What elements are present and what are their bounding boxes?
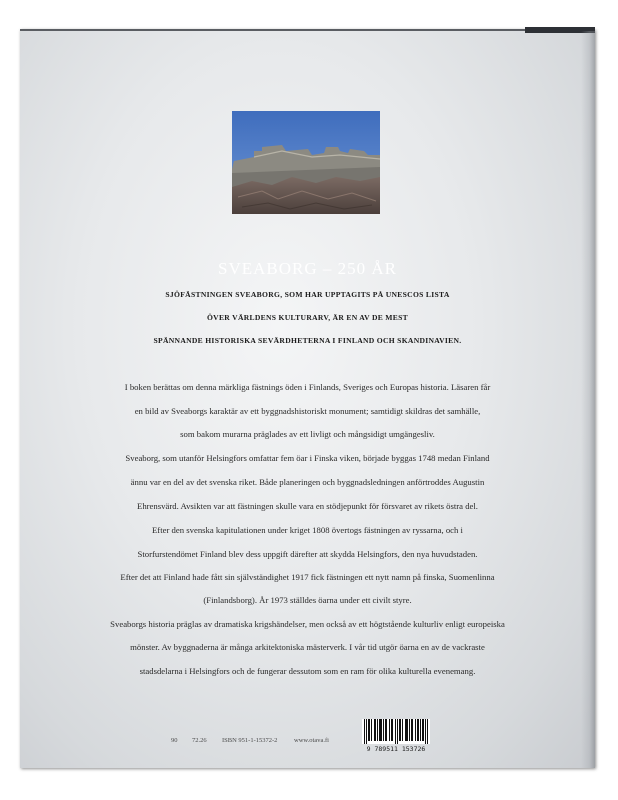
body-line-11: Sveaborgs historia präglas av dramatiska krigshändelser, men också av ett högtstående kulturliv enligt europeiska <box>110 619 505 629</box>
body-line-8: Storfurstendömet Finland blev dess uppgift därefter att skydda Helsingfors, den nya huvudstaden. <box>137 549 478 559</box>
fortress-photo <box>232 111 380 214</box>
body-line-6: Ehrensvärd. Avsikten var att fästningen skulle vara en stödjepunkt för försvaret av rikets östra del. <box>137 501 478 511</box>
imprint-code-1: 90 <box>171 737 178 744</box>
lead-line-2: ÖVER VÄRLDENS KULTURARV, ÄR EN AV DE MEST <box>206 313 409 322</box>
body-line-12: mönster. Av byggnaderna är många arkitektoniska mästerverk. I vår tid utgör öarna en av de vackraste <box>130 642 485 652</box>
lead-line-3: SPÄNNANDE HISTORISKA SEVÄRDHETERNA I FINLAND OCH SKANDINAVIEN. <box>153 336 462 345</box>
lead-line-1: SJÖFÄSTNINGEN SVEABORG, SOM HAR UPPTAGITS PÅ UNESCOS LISTA <box>165 290 450 299</box>
body-line-10: (Finlandsborg). År 1973 ställdes öarna under ett civilt styre. <box>203 595 412 605</box>
imprint-code-2: 72.26 <box>192 737 207 744</box>
publisher-url: www.otava.fi <box>294 737 329 744</box>
body-line-7: Efter den svenska kapitulationen under kriget 1808 övertogs fästningen av ryssarna, och i <box>152 525 463 535</box>
book-title: SVEABORG – 250 ÅR <box>218 259 397 278</box>
body-line-3: som bakom murarna präglades av ett livligt och mångsidigt umgängesliv. <box>180 429 435 439</box>
barcode <box>362 719 430 744</box>
body-line-4: Sveaborg, som utanför Helsingfors omfattar fem öar i Finska viken, började byggas 1748 medan Finland <box>125 453 490 463</box>
body-line-5: ännu var en del av det svenska riket. Både planeringen och byggnadsledningen anförtroddes Augustin <box>130 477 485 487</box>
body-line-9: Efter det att Finland hade fått sin självständighet 1917 fick fästningen ett nytt namn på finska, Suomenlinna <box>120 572 495 582</box>
body-line-13: stadsdelarna i Helsingfors och de fungerar dessutom som en ram för olika kulturella evenemang. <box>139 666 476 676</box>
isbn-text: ISBN 951-1-15372-2 <box>222 737 278 744</box>
body-line-1: I boken berättas om denna märkliga fästnings öden i Finlands, Sveriges och Europas historia. Läsaren får <box>124 382 491 392</box>
barcode-number: 9 789511 153726 <box>366 745 426 753</box>
book-back-cover <box>20 29 595 768</box>
body-line-2: en bild av Sveaborgs karaktär av ett byggnadshistoriskt monument; samtidigt skildras det samhälle, <box>134 406 481 416</box>
book-spine-shadow <box>581 31 595 768</box>
